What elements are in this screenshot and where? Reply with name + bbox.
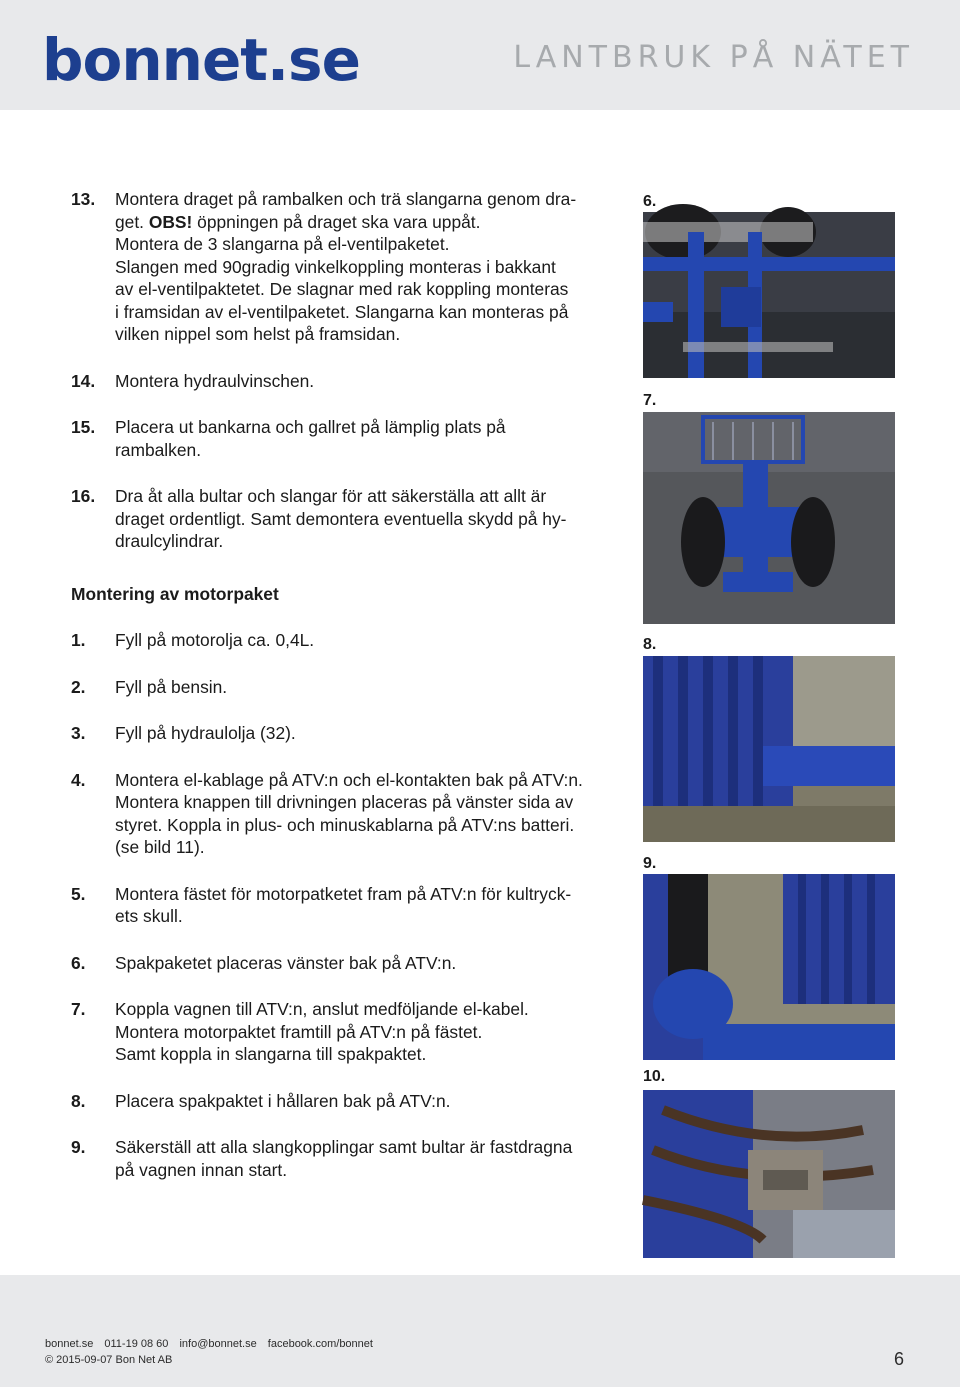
page-number: 6 xyxy=(893,1349,904,1369)
step-text-line: Fyll på hydraulolja (32). xyxy=(115,723,296,743)
footer-contact xyxy=(45,1338,381,1350)
step-item xyxy=(71,722,631,745)
step-number: 14. xyxy=(71,370,96,391)
step-text-line: (se bild 11). xyxy=(115,837,205,857)
steps-motor-list xyxy=(71,629,631,1181)
step-text-line: rambalken. xyxy=(115,439,202,460)
step-item xyxy=(71,370,631,393)
step-text-line: Placera ut bankarna och gallret på lämplig plats på xyxy=(115,417,506,437)
step-item xyxy=(71,629,631,652)
footer-email-link[interactable]: info@bonnet.se xyxy=(179,1338,257,1350)
step-text-line: Samt koppla in slangarna till spakpaktet. xyxy=(115,1044,427,1064)
step-text-line: styret. Koppla in plus- och minuskablarna på ATV:ns batteri. xyxy=(115,814,575,835)
obs-label: OBS! xyxy=(148,211,193,232)
photo-label-10: 10. xyxy=(643,1068,666,1085)
section-title: Montering av motorpaket xyxy=(71,583,279,604)
photo-label-9: 9. xyxy=(643,855,657,872)
step-text-line: Montera knappen till drivningen placeras på vänster sida av xyxy=(115,792,574,812)
step-text-line: Montera de 3 slangarna på el-ventilpaketet. xyxy=(115,234,450,254)
step-text-line: Montera hydraulvinschen. xyxy=(115,370,315,391)
photo-label-7: 7. xyxy=(643,392,657,409)
step-text-line: Spakpaketet placeras vänster bak på ATV:n. xyxy=(115,952,457,973)
step-number: 2. xyxy=(71,676,86,697)
step-text-line: Montera el-kablage på ATV:n och el-kontakten bak på ATV:n. xyxy=(115,769,583,790)
step-text-line: Fyll på bensin. xyxy=(115,676,228,697)
photo-label-8: 8. xyxy=(643,636,657,653)
step-text-line: Säkerställ att alla slangkopplingar samt bultar är fastdragna xyxy=(115,1137,573,1157)
step-text-line: ets skull. xyxy=(115,906,183,926)
step-number: 1. xyxy=(71,630,86,650)
footer-site-link[interactable]: bonnet.se xyxy=(45,1338,94,1350)
step-number: 4. xyxy=(71,769,86,790)
step-text-line: Placera spakpaktet i hållaren bak på ATV:n. xyxy=(115,1090,451,1111)
step-text-line: Fyll på motorolja ca. 0,4L. xyxy=(115,630,315,650)
step-text-line: av el-ventilpaktetet. De slagnar med rak koppling monteras xyxy=(115,279,569,299)
step-item xyxy=(71,952,631,975)
step-number: 6. xyxy=(71,952,86,973)
step-item xyxy=(71,188,631,346)
step-text-line: Slangen med 90gradig vinkelkoppling monteras i bakkant xyxy=(115,256,556,277)
step-text-line: Montera draget på rambalken och trä slangarna genom dra- xyxy=(115,189,577,209)
footer-phone: 011-19 08 60 xyxy=(104,1338,169,1350)
step-item xyxy=(71,485,631,553)
step-number: 5. xyxy=(71,883,86,904)
step-number: 13. xyxy=(71,189,96,209)
photo-label-6: 6. xyxy=(643,193,657,210)
step-text-line: Montera fästet för motorpatketet fram på ATV:n för kultryck- xyxy=(115,883,572,904)
page-footer xyxy=(0,1275,960,1387)
steps-top-list xyxy=(71,188,631,553)
step-number: 9. xyxy=(71,1137,86,1157)
bunk-grid-photo xyxy=(643,656,895,842)
step-item xyxy=(71,998,631,1066)
step-text-line: draulcylindrar. xyxy=(115,531,224,551)
step-item xyxy=(71,1136,631,1181)
svg-text:bonnet.se: bonnet.se xyxy=(42,26,360,94)
footer-copyright: © 2015-09-07 Bon Net AB xyxy=(45,1354,173,1366)
step-text-line: vilken nippel som helst på framsidan. xyxy=(115,324,401,344)
step-text-line: på vagnen innan start. xyxy=(115,1159,288,1180)
trailer-frame-photo xyxy=(643,212,895,378)
hydraulic-cylinder-photo xyxy=(643,874,895,1060)
step-text-line: Montera motorpaktet framtill på ATV:n på fästet. xyxy=(115,1021,483,1042)
step-item xyxy=(71,416,631,461)
header-tagline: LANTBRUK PÅ NÄTET xyxy=(513,40,914,75)
step-number: 3. xyxy=(71,723,86,743)
hose-valve-photo xyxy=(643,1090,895,1258)
page-header xyxy=(0,0,960,110)
step-text-line: i framsidan av el-ventilpaketet. Slangarna kan monteras på xyxy=(115,301,569,322)
trailer-assembled-photo xyxy=(643,412,895,624)
footer-facebook-link[interactable]: facebook.com/bonnet xyxy=(267,1338,373,1350)
step-item xyxy=(71,1090,631,1113)
bonnet-logo xyxy=(42,26,360,94)
step-text-line: get. OBS! öppningen på draget ska vara uppåt. xyxy=(115,211,481,232)
step-text-line: draget ordentligt. Samt demontera eventuella skydd på hy- xyxy=(115,508,567,529)
step-item xyxy=(71,883,631,928)
instructions-column xyxy=(71,188,631,1205)
step-number: 8. xyxy=(71,1090,86,1111)
step-text-line: Dra åt alla bultar och slangar för att säkerställa att allt är xyxy=(115,486,547,506)
step-item xyxy=(71,676,631,699)
step-number: 15. xyxy=(71,417,96,437)
step-item xyxy=(71,769,631,859)
step-number: 16. xyxy=(71,486,96,506)
step-number: 7. xyxy=(71,999,86,1019)
step-text-line: Koppla vagnen till ATV:n, anslut medföljande el-kabel. xyxy=(115,999,529,1019)
